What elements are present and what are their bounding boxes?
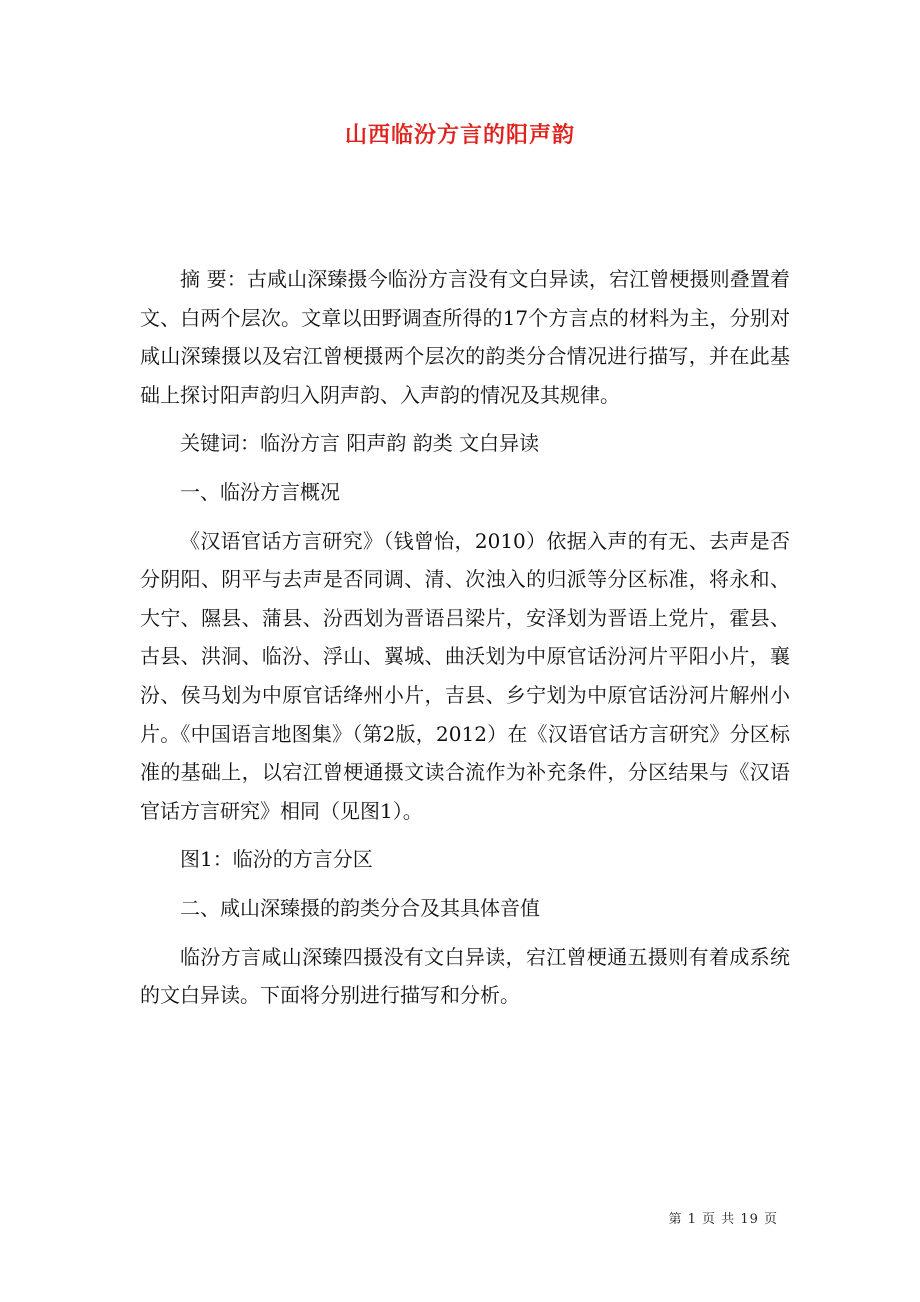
document-title: 山西临汾方言的阳声韵: [344, 122, 575, 148]
abstract-paragraph: 摘 要：古咸山深臻摄今临汾方言没有文白异读，宕江曾梗摄则叠置着文、白两个层次。文章以田野调查所得的17个方言点的材料为主，分别对咸山深臻摄以及宕江曾梗摄两个层次的韵类分合情况进行描写，并在此基础上探讨阳声韵归入阴声韵、入声韵的情况及其规律。: [140, 267, 790, 407]
page-number: 第 1 页 共 19 页: [668, 1212, 778, 1227]
document-body: [140, 260, 790, 1025]
keywords-paragraph: 关键词：临汾方言 阳声韵 韵类 文白异读: [180, 431, 540, 456]
section-heading-1: 一、临汾方言概况: [180, 479, 340, 504]
figure-caption: 图1：临汾的方言分区: [180, 847, 373, 872]
body-paragraph: 《汉语官话方言研究》（钱曾怡，2010）依据入声的有无、去声是否分阴阳、阴平与去声是否同调、清、次浊入的归派等分区标准，将永和、大宁、隰县、蒲县、汾西划为晋语吕梁片，安泽划为晋语上党片，霍县、古县、洪洞、临汾、浮山、翼城、曲沃划为中原官话汾河片平阳小片，襄汾、侯马划为中原官话绛州小片，吉县、乡宁划为中原官话汾河片解州小片。《中国语言地图集》（第2版，2012）在《汉语官话方言研究》分区标准的基础上，以宕江曾梗通摄文读合流作为补充条件，分区结果与《汉语官话方言研究》相同（见图1）。: [140, 528, 790, 823]
body-paragraph: 临汾方言咸山深臻四摄没有文白异读，宕江曾梗通五摄则有着成系统的文白异读。下面将分别进行描写和分析。: [140, 944, 790, 1008]
section-heading-2: 二、咸山深臻摄的韵类分合及其具体音值: [180, 895, 540, 920]
